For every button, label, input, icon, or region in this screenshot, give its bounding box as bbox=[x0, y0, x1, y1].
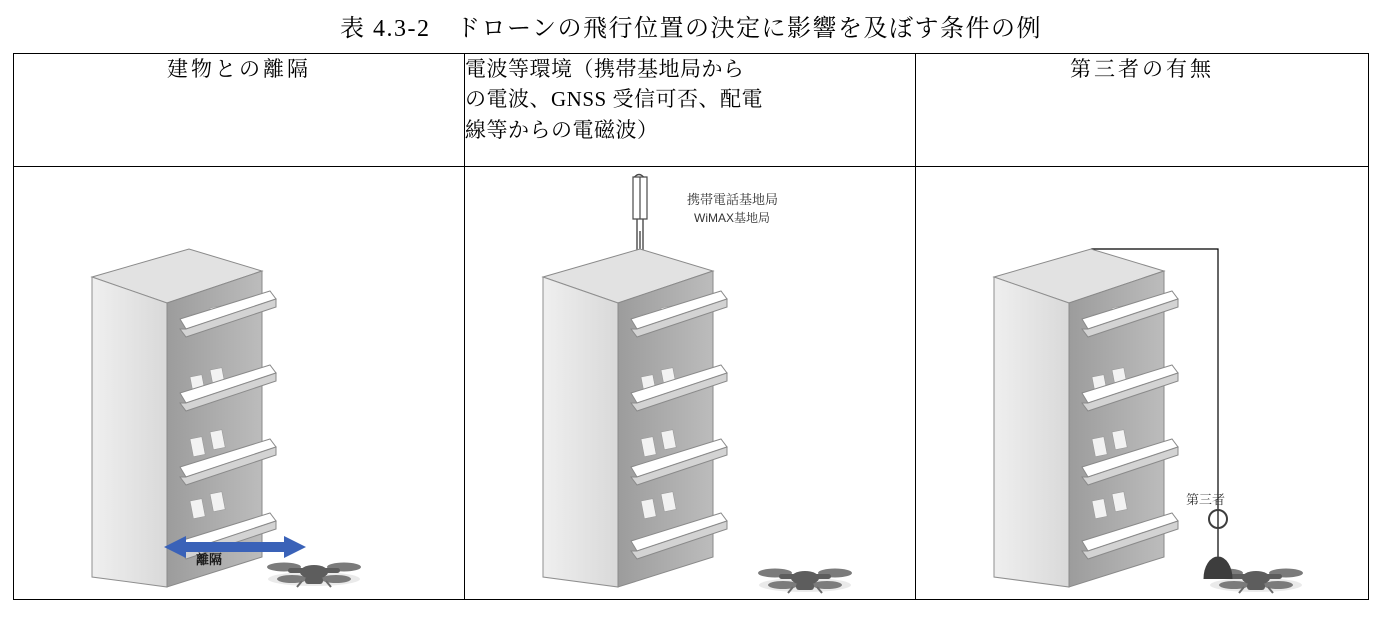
cell-third-party bbox=[916, 167, 1369, 600]
header-label-building-separation: 建物との離隔 bbox=[167, 57, 311, 81]
base-station-label-wimax: WiMAX基地局 bbox=[694, 211, 770, 225]
header-cell-building-separation bbox=[14, 54, 465, 167]
header-label-radio-line1: 電波等環境（携帯基地局から bbox=[465, 57, 745, 81]
header-cell-third-party bbox=[916, 54, 1369, 167]
header-label-third-party: 第三者の有無 bbox=[1070, 57, 1214, 81]
conditions-table bbox=[13, 53, 1369, 600]
table-caption: 表 4.3-2 ドローンの飛行位置の決定に影響を及ぼす条件の例 bbox=[339, 16, 1042, 42]
table-body-row bbox=[14, 167, 1369, 600]
header-label-radio-line3: 線等からの電磁波） bbox=[465, 117, 659, 142]
third-party-label: 第三者 bbox=[1186, 492, 1226, 507]
base-station-label-mobile: 携帯電話基地局 bbox=[687, 192, 779, 207]
cell-building-separation bbox=[14, 167, 465, 600]
header-label-radio-line2: の電波、GNSS 受信可否、配電 bbox=[465, 87, 763, 112]
separation-distance-label: 離隔 bbox=[196, 552, 223, 567]
cell-radio-environment bbox=[465, 167, 916, 600]
building-separation-figure bbox=[14, 167, 464, 599]
table-header-row bbox=[14, 54, 1369, 167]
third-party-figure bbox=[916, 167, 1368, 599]
header-cell-radio-environment bbox=[465, 54, 916, 167]
radio-environment-figure bbox=[465, 167, 915, 599]
